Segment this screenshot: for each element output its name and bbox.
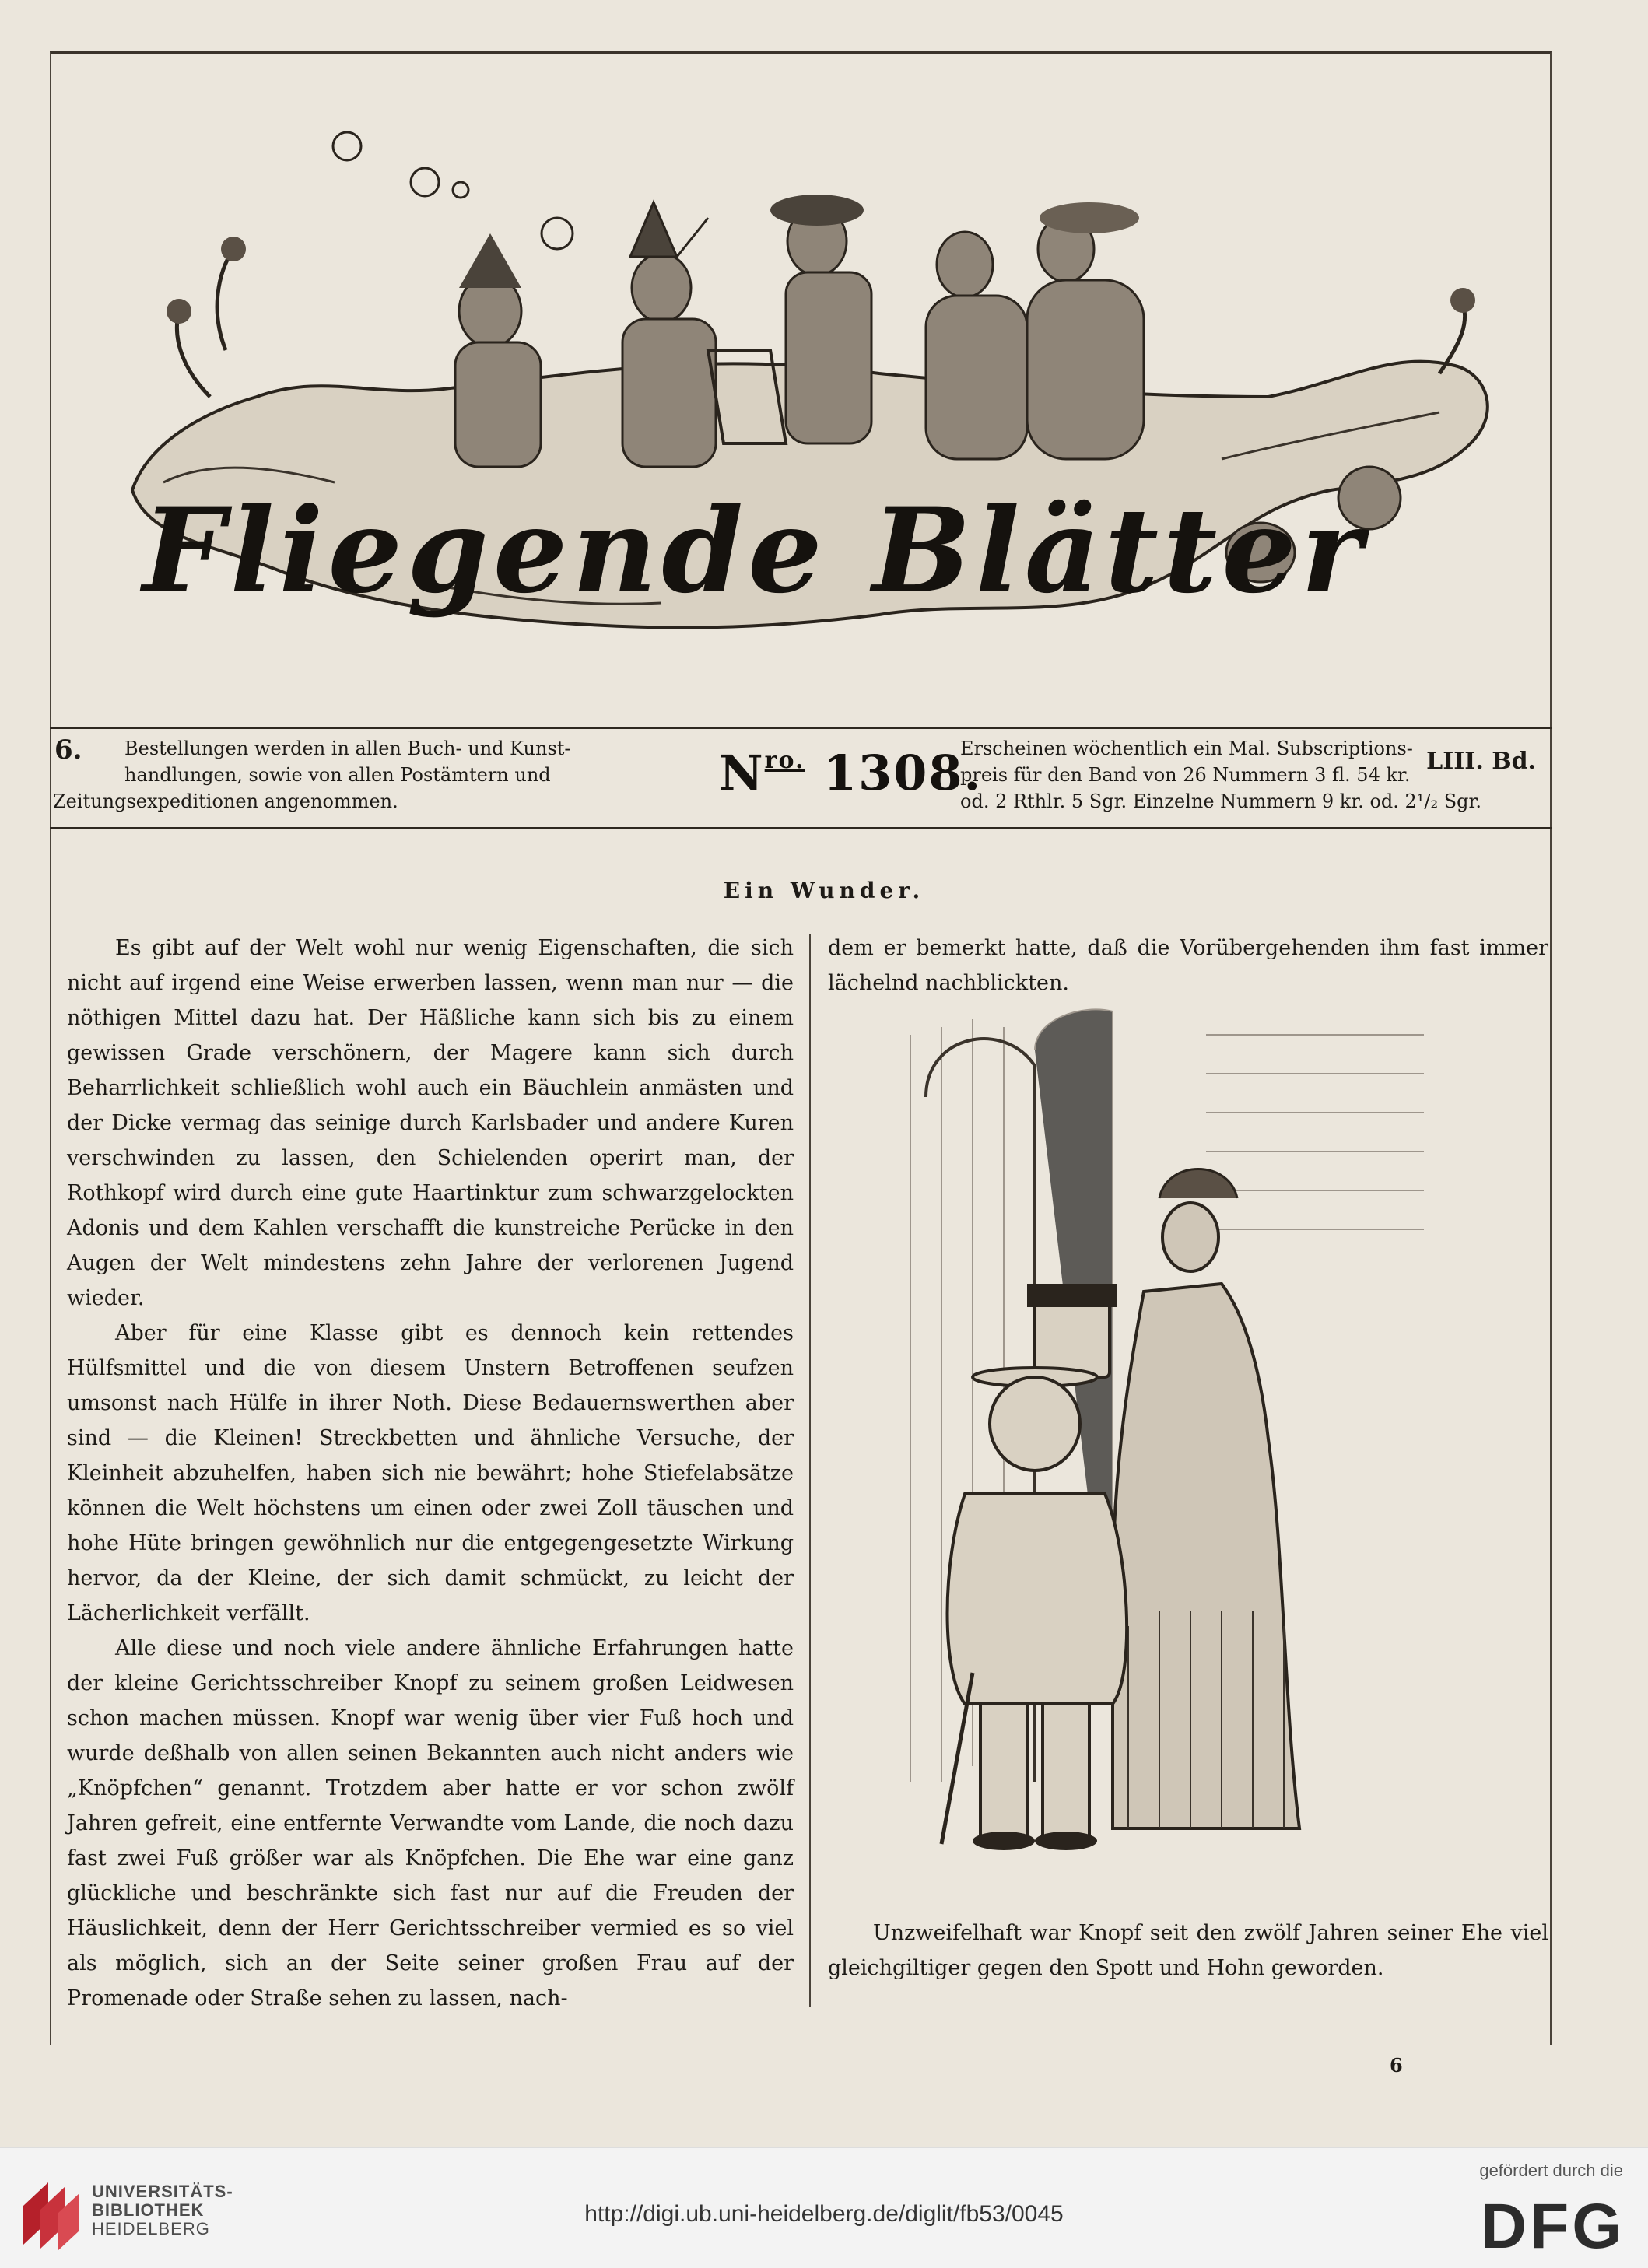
subscription-info-line: od. 2 Rthlr. 5 Sgr. Einzelne Nummern 9 kr. od. 2¹/₂ Sgr. [960,790,1482,812]
issue-number-sup: ro. [764,747,805,774]
subscription-info-line: Erscheinen wöchentlich ein Mal. Subscriptions- [960,738,1413,759]
ordering-info-line: Bestellungen werden in allen Buch- und Kunst- [124,738,571,759]
digitization-footer [0,2147,1648,2268]
institution-name-line: UNIVERSITÄTS- [92,2182,233,2201]
issue-small-number: 6. [54,734,82,766]
masthead-title-lettering [142,459,1367,646]
column-divider [809,934,811,2007]
subscription-info [960,735,1505,815]
article-paragraph: dem er bemerkt hatte, daß die Vorübergehenden ihm fast immer lächelnd nachblickten. [828,936,1548,995]
article-column-right-bottom [828,1916,1548,1986]
institution-name-line: HEIDELBERG [92,2219,210,2238]
article-column-right-top [828,931,1548,1001]
issue-info-bar [50,727,1552,829]
permalink-url[interactable]: http://digi.ub.uni-heidelberg.de/diglit/fb53/0045 [584,2201,1064,2227]
page-number: 6 [1390,2054,1403,2077]
svg-text:Fliegende Blätter: Fliegende Blätter [142,482,1367,619]
ordering-info-line: handlungen, sowie von allen Postämtern und [124,764,551,786]
article-paragraph: Unzweifelhaft war Knopf seit den zwölf Jahren seiner Ehe viel gleichgiltiger gegen den Spott und Hohn geworden. [828,1921,1548,1980]
subscription-info-line: preis für den Band von 26 Nummern 3 fl. 54 kr. [960,764,1411,786]
article-title: Ein Wunder. [723,878,925,903]
issue-number [719,745,982,801]
article-paragraph: Alle diese und noch viele andere ähnliche Erfahrungen hatte der kleine Gerichtsschreiber Knopf zu seinem großen Leidwesen schon machen müssen. Knopf war wenig über vier Fuß hoch und wurde deßhalb von allen seinen Bekannten auch nicht anders wie „Knöpfchen“ genannt. Trotzdem aber hatte er vor schon zwölf Jahren gefreit, eine entfernte Verwandte vom Lande, die noch dazu fast zwei Fuß größer war als Knöpfchen. Die Ehe war eine ganz glückliche und beschränkte sich fast nur auf die Freuden der Häuslichkeit, denn der Herr Gerichtsschreiber vermied es so viel als möglich, sich an der Seite seiner großen Frau auf der Promenade oder Straße sehen zu lassen, nach- [67,1636,794,2010]
institution-name-line: BIBLIOTHEK [92,2200,205,2220]
issue-number-value: 1308. [823,745,983,801]
dfg-logo: DFG [1480,2191,1625,2262]
article-paragraph: Aber für eine Klasse gibt es dennoch kein rettendes Hülfsmittel und die von diesem Unstern Betroffenen seufzen umsonst nach Hülfe in ihrer Noth. Diese Bedauernswerthen aber sind — die Kleinen! Streckbetten und ähnliche Versuche, der Kleinheit abzuhelfen, haben sich nie bewährt; hohe Stiefelabsätze können die Welt höchstens um einen oder zwei Zoll täuschen und hohe Hüte bringen gewöhnlich nur die entgegengesetzte Wirkung hervor, da der Kleine, der sich damit schmückt, zu leicht der Lächerlichkeit verfällt. [67,1321,794,1625]
article-column-left [67,931,794,2016]
volume-label: LIII. Bd. [1426,748,1536,775]
ordering-info-line: Zeitungsexpeditionen angenommen. [53,790,398,812]
sponsor-text: gefördert durch die [1479,2161,1623,2180]
issue-number-prefix: N [719,745,765,801]
ordering-info [53,735,716,815]
article-paragraph: Es gibt auf der Welt wohl nur wenig Eigenschaften, die sich nicht auf irgend eine Weise erwerben lassen, wenn man nur — die nöthigen Mittel dazu hat. Der Häßliche kann sich bis zu einem gewissen Grade verschönern, der Magere kann sich durch Beharrlichkeit schließlich wohl auch ein Bäuchlein anmästen und der Dicke vermag das seinige durch Karlsbader und andere Kuren verschwinden zu lassen, den Schielenden operirt man, der Rothkopf wird durch eine gute Haartinktur zum schwarzgelockten Adonis und dem Kahlen verschafft die kunstreiche Perücke in den Augen der Welt mindestens zehn Jahre der verlorenen Jugend wieder. [67,936,794,1310]
couple-illustration [879,1004,1439,1906]
